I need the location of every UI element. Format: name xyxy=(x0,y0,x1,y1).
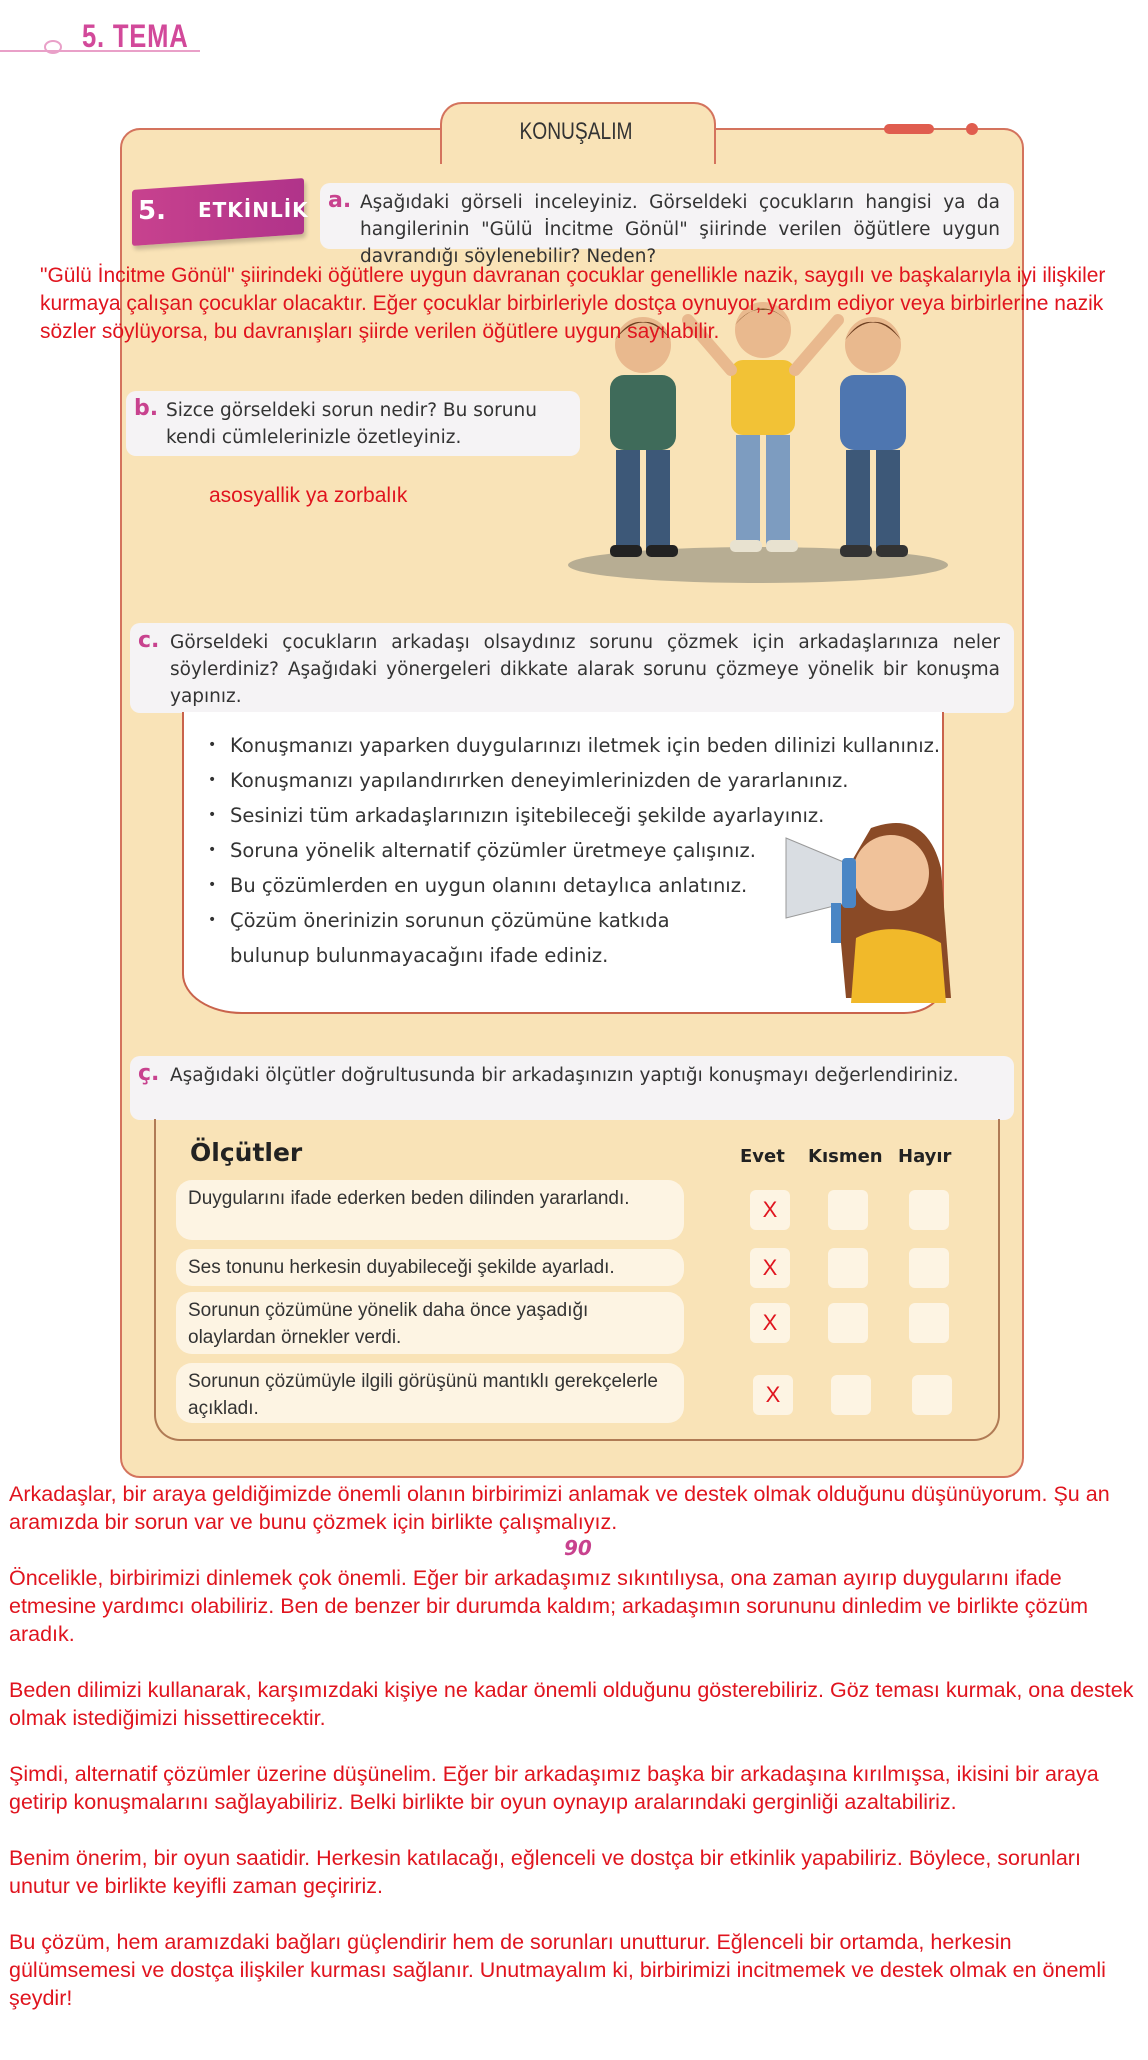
criteria-row: Ses tonunu herkesin duyabileceği şekilde ayarladı. xyxy=(176,1249,684,1286)
checkbox-evet[interactable]: X xyxy=(753,1375,793,1415)
checkbox-kismen[interactable] xyxy=(828,1248,868,1288)
speech-answer[interactable] xyxy=(9,1480,1139,2040)
question-text: Aşağıdaki görseli inceleyiniz. Görseldeki çocukların hangisi ya da hangilerinin "Gülü İncitme Gönül" şiirinde verilen öğütlere uygun davrandığı söylenebilir? Neden? xyxy=(360,192,1000,267)
boy-left xyxy=(610,317,678,557)
question-c xyxy=(130,623,1014,713)
speech-paragraph: Arkadaşlar, bir araya geldiğimizde önemli olanın birbirimizi anlamak ve destek olmak olduğunu düşünüyorum. Şu an aramızda bir sorun var ve bunu çözmek için birlikte çalışmalıyız. xyxy=(9,1482,1110,1534)
guideline-item: • Bu çözümlerden en uygun olanını detaylıca anlatınız. xyxy=(208,868,940,903)
dot-icon xyxy=(966,123,978,135)
activity-label: ETKİNLİK xyxy=(198,198,309,222)
theme-title: 5. TEMA xyxy=(82,18,189,54)
speech-paragraph: Benim önerim, bir oyun saatidir. Herkesin katılacağı, eğlenceli ve dostça bir etkinlik yapabiliriz. Böylece, sorunları unutur ve birlikte keyifli zaman geçiririz. xyxy=(9,1846,1081,1898)
speech-paragraph: Bu çözüm, hem aramızdaki bağları güçlendirir hem de sorunları unutturur. Eğlenceli bir ortamda, herkesin gülümsemesi ve dostça ilişkiler kurması sağlanır. Unutmayalım ki, birbirimizi incitmemek ve destek olmak en önemli şeydir! xyxy=(9,1930,1106,2010)
checkbox-hayir[interactable] xyxy=(909,1248,949,1288)
checkbox-hayir[interactable] xyxy=(909,1303,949,1343)
question-letter: b. xyxy=(134,396,159,421)
column-hayir: Hayır xyxy=(898,1146,952,1167)
girl-megaphone-illustration xyxy=(776,808,961,1003)
speech-paragraph: Beden dilimizi kullanarak, karşımızdaki kişiye ne kadar önemli olduğunu gösterebiliriz. Göz teması kurmak, ona destek olmak istediğimizi hissettirecektir. xyxy=(9,1678,1134,1730)
checkbox-hayir[interactable] xyxy=(912,1375,952,1415)
marker-icon xyxy=(884,124,934,134)
column-kismen: Kısmen xyxy=(808,1146,883,1167)
speech-paragraph: Şimdi, alternatif çözümler üzerine düşünelim. Eğer bir arkadaşımız başka bir arkadaşına kırılmışsa, ikisini bir araya getirip konuşmalarını sağlayabiliriz. Belki birlikte bir oyun oynayıp aralarındaki gerginliği azaltabiliriz. xyxy=(9,1762,1099,1814)
guideline-item: • Konuşmanızı yaparken duygularınızı iletmek için beden dilinizi kullanınız. xyxy=(208,728,940,763)
answer-b[interactable]: asosyallik ya zorbalık xyxy=(209,484,408,507)
checkbox-hayir[interactable] xyxy=(909,1190,949,1230)
checkbox-evet[interactable]: X xyxy=(750,1190,790,1230)
question-letter: ç. xyxy=(138,1061,160,1086)
question-text: Sizce görseldeki sorun nedir? Bu sorunu kendi cümlelerinizle özetleyiniz. xyxy=(166,400,537,448)
question-text: Aşağıdaki ölçütler doğrultusunda bir arkadaşınızın yaptığı konuşmayı değerlendiriniz. xyxy=(170,1065,959,1086)
column-evet: Evet xyxy=(740,1146,785,1167)
theme-loop-decoration xyxy=(44,40,62,54)
checkbox-kismen[interactable] xyxy=(828,1190,868,1230)
question-a xyxy=(320,183,1014,267)
guideline-item: • Soruna yönelik alternatif çözümler üretmeye çalışınız. xyxy=(208,833,940,868)
guideline-item: • Çözüm önerinizin sorunun çözümüne katkıda bulunup bulunmayacağını ifade ediniz. xyxy=(208,903,750,973)
activity-number: 5. xyxy=(138,196,166,226)
question-text: Görseldeki çocukların arkadaşı olsaydınız sorunu çözmek için arkadaşlarınıza neler söylerdiniz? Aşağıdaki yönergeleri dikkate alarak sorunu çözmeye yönelik bir konuşma yapınız. xyxy=(170,632,1000,707)
question-b xyxy=(126,391,580,456)
answer-a[interactable]: "Gülü İncitme Gönül" şiirindeki öğütlere uygun davranan çocuklar genellikle nazik, saygılı ve başkalarıyla iyi ilişkiler kurmaya çalışan çocuklar olacaktır. Eğer çocuklar birbirleriyle dostça oynuyor, yardım ediyor veya birbirlerine nazik sözler söylüyorsa, bu davranışları şiirde verilen öğütlere uygun sayılabilir. xyxy=(40,264,1106,343)
criteria-row: Duygularını ifade ederken beden dilinden yararlandı. xyxy=(176,1180,684,1240)
question-letter: c. xyxy=(138,628,160,653)
criteria-row: Sorunun çözümüyle ilgili görüşünü mantıklı gerekçelerle açıkladı. xyxy=(176,1363,684,1423)
criteria-row: Sorunun çözümüne yönelik daha önce yaşadığı olaylardan örnekler verdi. xyxy=(176,1292,684,1354)
speech-paragraph: Öncelikle, birbirimizi dinlemek çok önemli. Eğer bir arkadaşımız sıkıntılıysa, ona zaman ayırıp duygularını ifade etmesine yardımcı olabiliriz. Ben de benzer bir durumda kaldım; arkadaşımın sorununu dinledim ve birlikte çözüm aradık. xyxy=(9,1566,1089,1646)
question-letter: a. xyxy=(328,188,352,213)
page-number: 90 xyxy=(564,1536,592,1560)
guideline-item: • Sesinizi tüm arkadaşlarınızın işitebileceği şekilde ayarlayınız. xyxy=(208,798,940,833)
checkbox-evet[interactable]: X xyxy=(750,1248,790,1288)
criteria-header: Ölçütler xyxy=(190,1138,303,1167)
checkbox-kismen[interactable] xyxy=(828,1303,868,1343)
question-c-cedilla xyxy=(130,1056,1014,1120)
guideline-item: • Konuşmanızı yapılandırırken deneyimlerinizden de yararlanınız. xyxy=(208,763,940,798)
boy-right xyxy=(840,317,908,557)
checkbox-kismen[interactable] xyxy=(831,1375,871,1415)
checkbox-evet[interactable]: X xyxy=(750,1303,790,1343)
card-title: KONUŞALIM xyxy=(519,118,633,145)
